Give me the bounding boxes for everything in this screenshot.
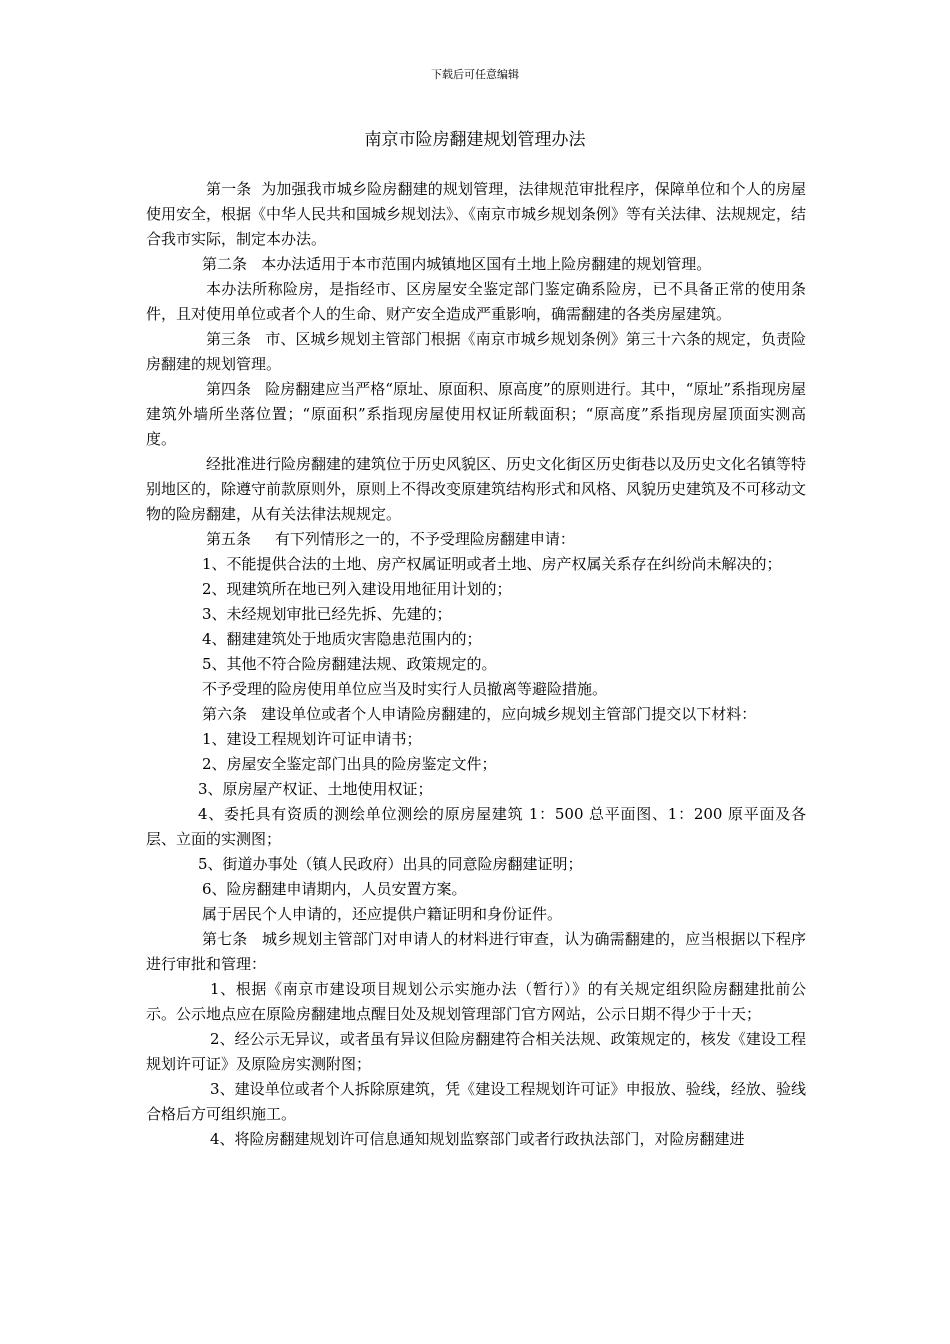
- document-body: [146, 177, 806, 1152]
- list-item: 3、未经规划审批已经先拆、先建的；: [202, 605, 452, 623]
- article-2-paragraph: 第二条 本办法适用于本市范围内城镇地区国有土地上险房翻建的规划管理。: [202, 255, 712, 273]
- evacuation-paragraph: 不予受理的险房使用单位应当及时实行人员撤离等避险措施。: [202, 680, 608, 698]
- list-item: 1、不能提供合法的土地、房产权属证明或者土地、房产权属关系存在纠纷尚未解决的；: [202, 555, 782, 573]
- article-3-paragraph: 第三条 市、区城乡规划主管部门根据《南京市城乡规划条例》第三十六条的规定，负责险房翻建的规划管理。: [146, 330, 806, 373]
- list-item: 1、根据《南京市建设项目规划公示实施办法（暂行）》的有关规定组织险房翻建批前公示。公示地点应在原险房翻建地点醒目处及规划管理部门官方网站，公示日期不得少于十天；: [146, 980, 806, 1023]
- list-item: 4、将险房翻建规划许可信息通知规划监察部门或者行政执法部门，对险房翻建进: [210, 1130, 745, 1148]
- historic-area-paragraph: 经批准进行险房翻建的建筑位于历史风貌区、历史文化街区历史街巷以及历史文化名镇等特别地区的，除遵守前款原则外，原则上不得改变原建筑结构形式和风格、风貌历史建筑及不可移动文物的险房翻建，从有关法律法规规定。: [146, 455, 807, 523]
- list-item: 3、原房屋产权证、土地使用权证；: [198, 780, 433, 798]
- article-4-paragraph: 第四条 险房翻建应当严格“原址、原面积、原高度”的原则进行。其中，“原址”系指现房屋建筑外墙所坐落位置；“原面积”系指现房屋使用权证所载面积；“原高度”系指现房屋顶面实测高度。: [146, 380, 806, 448]
- list-item: 3、建设单位或者个人拆除原建筑，凭《建设工程规划许可证》申报放、验线，经放、验线合格后方可组织施工。: [146, 1080, 806, 1123]
- list-item: 6、险房翻建申请期内，人员安置方案。: [202, 880, 467, 898]
- list-item: 4、翻建建筑处于地质灾害隐患范围内的；: [202, 630, 482, 648]
- definition-paragraph: 本办法所称险房，是指经市、区房屋安全鉴定部门鉴定确系险房，已不具备正常的使用条件，且对使用单位或者个人的生命、财产安全造成严重影响，确需翻建的各类房屋建筑。: [146, 280, 806, 323]
- list-item: 2、现建筑所在地已列入建设用地征用计划的；: [202, 580, 512, 598]
- article-7-paragraph: 第七条 城乡规划主管部门对申请人的材料进行审查，认为确需翻建的，应当根据以下程序进行审批和管理：: [146, 930, 806, 973]
- list-item: 2、房屋安全鉴定部门出具的险房鉴定文件；: [202, 755, 497, 773]
- article-5-paragraph: 第五条 有下列情形之一的，不予受理险房翻建申请：: [206, 530, 575, 548]
- list-item: 4、委托具有资质的测绘单位测绘的原房屋建筑 1：500 总平面图、1：200 原平面及各层、立面的实测图；: [146, 805, 806, 848]
- header-note: 下载后可任意编辑: [431, 68, 519, 81]
- article-6-paragraph: 第六条 建设单位或者个人申请险房翻建的，应向城乡规划主管部门提交以下材料：: [202, 705, 757, 723]
- resident-paragraph: 属于居民个人申请的，还应提供户籍证明和身份证件。: [202, 905, 563, 923]
- list-item: 2、经公示无异议，或者虽有异议但险房翻建符合相关法规、政策规定的，核发《建设工程规划许可证》及原险房实测附图；: [146, 1030, 806, 1073]
- article-1-paragraph: 第一条 为加强我市城乡险房翻建的规划管理，法律规范审批程序，保障单位和个人的房屋使用安全，根据《中华人民共和国城乡规划法》、《南京市城乡规划条例》等有关法律、法规规定，结合我市实际，制定本办法。: [146, 180, 807, 248]
- list-item: 5、其他不符合险房翻建法规、政策规定的。: [202, 655, 497, 673]
- document-title: 南京市险房翻建规划管理办法: [364, 130, 586, 150]
- list-item: 1、建设工程规划许可证申请书；: [202, 730, 422, 748]
- list-item: 5、街道办事处（镇人民政府）出具的同意险房翻建证明；: [198, 855, 583, 873]
